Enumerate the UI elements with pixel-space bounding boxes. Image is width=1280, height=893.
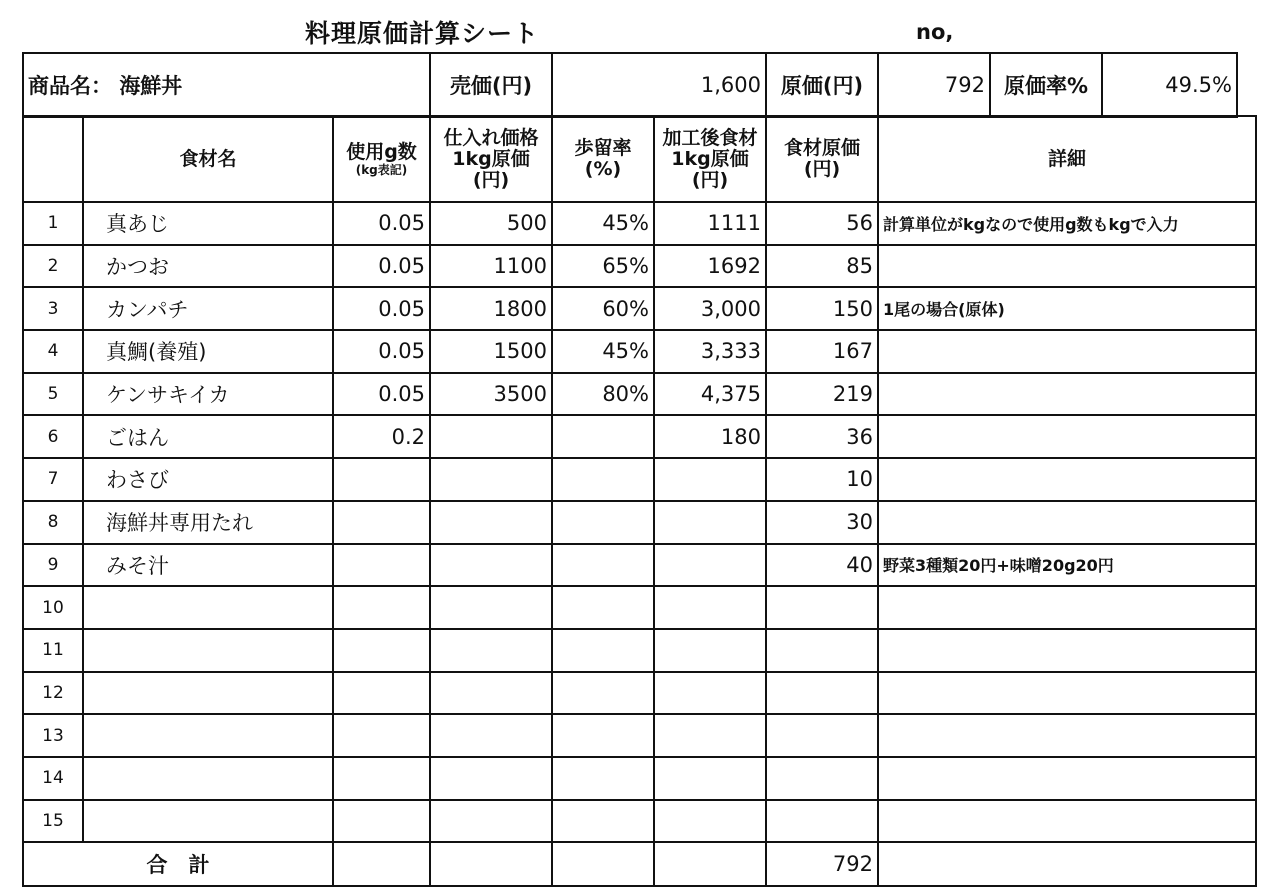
- detail-cell[interactable]: [878, 415, 1256, 458]
- ingredient-name-cell[interactable]: 真鯛(養殖): [83, 330, 333, 373]
- ingredient-cost-cell[interactable]: 56: [766, 202, 878, 245]
- row-number: 11: [23, 629, 83, 672]
- ingredient-name-cell[interactable]: [83, 800, 333, 843]
- ingredient-cost-cell[interactable]: 30: [766, 501, 878, 544]
- sheet-title: 料理原価計算シート: [305, 19, 540, 48]
- detail-cell[interactable]: [878, 714, 1256, 757]
- table-row: [23, 458, 1256, 501]
- table-row: [23, 373, 1256, 416]
- yield-cell[interactable]: [552, 458, 654, 501]
- purchase-price-cell[interactable]: [430, 757, 552, 800]
- cost-rate-value[interactable]: 49.5%: [1102, 53, 1237, 117]
- usage-cell[interactable]: 0.2: [333, 415, 430, 458]
- yield-cell[interactable]: 45%: [552, 330, 654, 373]
- purchase-price-cell[interactable]: 1500: [430, 330, 552, 373]
- yield-cell[interactable]: [552, 714, 654, 757]
- row-number: 2: [23, 245, 83, 288]
- ingredient-name-cell[interactable]: ごはん: [83, 415, 333, 458]
- purchase-price-cell[interactable]: [430, 714, 552, 757]
- header-usage: 使用g数 (kg表記): [333, 116, 430, 202]
- ingredient-name-cell[interactable]: [83, 672, 333, 715]
- purchase-price-cell[interactable]: [430, 501, 552, 544]
- ingredient-cost-cell[interactable]: [766, 672, 878, 715]
- table-row: [23, 544, 1256, 587]
- processed-price-cell[interactable]: [654, 757, 766, 800]
- yield-cell[interactable]: [552, 501, 654, 544]
- usage-cell[interactable]: [333, 501, 430, 544]
- header-row: [23, 116, 1256, 202]
- processed-price-cell[interactable]: [654, 586, 766, 629]
- row-number: 10: [23, 586, 83, 629]
- header-ingredient-cost: 食材原価(円): [766, 116, 878, 202]
- yield-cell[interactable]: [552, 757, 654, 800]
- purchase-price-cell[interactable]: 500: [430, 202, 552, 245]
- processed-price-cell[interactable]: 180: [654, 415, 766, 458]
- processed-price-cell[interactable]: [654, 672, 766, 715]
- ingredient-cost-cell[interactable]: [766, 629, 878, 672]
- total-yield: [552, 842, 654, 886]
- detail-cell[interactable]: [878, 586, 1256, 629]
- header-no: [23, 116, 83, 202]
- total-detail: [878, 842, 1256, 886]
- total-processed: [654, 842, 766, 886]
- processed-price-cell[interactable]: 1111: [654, 202, 766, 245]
- processed-price-cell[interactable]: 1692: [654, 245, 766, 288]
- ingredient-name-cell[interactable]: [83, 629, 333, 672]
- usage-cell[interactable]: [333, 586, 430, 629]
- row-number: 12: [23, 672, 83, 715]
- ingredient-cost-cell[interactable]: 167: [766, 330, 878, 373]
- row-number: 4: [23, 330, 83, 373]
- row-number: 5: [23, 373, 83, 416]
- ingredient-name-cell[interactable]: [83, 586, 333, 629]
- yield-cell[interactable]: [552, 415, 654, 458]
- usage-cell[interactable]: [333, 458, 430, 501]
- usage-cell[interactable]: [333, 714, 430, 757]
- processed-price-cell[interactable]: [654, 629, 766, 672]
- detail-cell[interactable]: 計算単位がkgなので使用g数もkgで入力: [878, 202, 1256, 245]
- purchase-price-cell[interactable]: [430, 544, 552, 587]
- yield-cell[interactable]: 80%: [552, 373, 654, 416]
- processed-price-cell[interactable]: [654, 800, 766, 843]
- ingredient-cost-cell[interactable]: [766, 800, 878, 843]
- processed-price-cell[interactable]: [654, 544, 766, 587]
- yield-cell[interactable]: [552, 629, 654, 672]
- cost-label: 原価(円): [766, 53, 878, 117]
- row-number: 1: [23, 202, 83, 245]
- row-number: 7: [23, 458, 83, 501]
- processed-price-cell[interactable]: [654, 501, 766, 544]
- total-label: 合 計: [23, 842, 333, 886]
- usage-cell[interactable]: 0.05: [333, 373, 430, 416]
- row-number: 3: [23, 287, 83, 330]
- total-purchase: [430, 842, 552, 886]
- ingredient-cost-cell[interactable]: 219: [766, 373, 878, 416]
- yield-cell[interactable]: [552, 544, 654, 587]
- processed-price-cell[interactable]: [654, 714, 766, 757]
- table-row: [23, 757, 1256, 800]
- header-purchase: 仕入れ価格1kg原価(円): [430, 116, 552, 202]
- ingredient-cost-cell[interactable]: 150: [766, 287, 878, 330]
- price-label: 売価(円): [430, 53, 552, 117]
- table-row: [23, 501, 1256, 544]
- cost-rate-label: 原価率%: [990, 53, 1102, 117]
- ingredient-name-cell[interactable]: わさび: [83, 458, 333, 501]
- table-row: [23, 287, 1256, 330]
- yield-cell[interactable]: 45%: [552, 202, 654, 245]
- header-yield: 歩留率(%): [552, 116, 654, 202]
- usage-cell[interactable]: 0.05: [333, 245, 430, 288]
- ingredient-name-cell[interactable]: カンパチ: [83, 287, 333, 330]
- processed-price-cell[interactable]: 4,375: [654, 373, 766, 416]
- purchase-price-cell[interactable]: [430, 672, 552, 715]
- detail-cell[interactable]: 1尾の場合(原体): [878, 287, 1256, 330]
- purchase-price-cell[interactable]: 1800: [430, 287, 552, 330]
- ingredient-cost-cell[interactable]: [766, 586, 878, 629]
- price-value[interactable]: 1,600: [552, 53, 766, 117]
- ingredient-name-cell[interactable]: かつお: [83, 245, 333, 288]
- table-row: [23, 245, 1256, 288]
- product-name: 海鮮丼: [119, 74, 183, 98]
- usage-cell[interactable]: 0.05: [333, 330, 430, 373]
- ingredient-name-cell[interactable]: ケンサキイカ: [83, 373, 333, 416]
- ingredient-cost-cell[interactable]: 40: [766, 544, 878, 587]
- ingredient-cost-cell[interactable]: 36: [766, 415, 878, 458]
- yield-cell[interactable]: [552, 800, 654, 843]
- yield-cell[interactable]: [552, 672, 654, 715]
- header-detail: 詳細: [878, 116, 1256, 202]
- usage-cell[interactable]: 0.05: [333, 202, 430, 245]
- detail-cell[interactable]: [878, 672, 1256, 715]
- table-row: [23, 672, 1256, 715]
- usage-cell[interactable]: 0.05: [333, 287, 430, 330]
- purchase-price-cell[interactable]: 3500: [430, 373, 552, 416]
- table-row: [23, 330, 1256, 373]
- product-name-cell[interactable]: [23, 53, 430, 117]
- purchase-price-cell[interactable]: [430, 586, 552, 629]
- purchase-price-cell[interactable]: [430, 415, 552, 458]
- sheet-number-label: no,: [916, 20, 954, 44]
- processed-price-cell[interactable]: 3,333: [654, 330, 766, 373]
- processed-price-cell[interactable]: [654, 458, 766, 501]
- usage-cell[interactable]: [333, 544, 430, 587]
- header-ingredient: 食材名: [83, 116, 333, 202]
- cost-value[interactable]: 792: [878, 53, 990, 117]
- detail-cell[interactable]: [878, 501, 1256, 544]
- detail-cell[interactable]: [878, 245, 1256, 288]
- product-label: 商品名：: [28, 74, 112, 98]
- usage-cell[interactable]: [333, 672, 430, 715]
- ingredient-table: [22, 115, 1257, 887]
- detail-cell[interactable]: [878, 458, 1256, 501]
- usage-cell[interactable]: [333, 629, 430, 672]
- ingredient-cost-cell[interactable]: [766, 757, 878, 800]
- yield-cell[interactable]: [552, 586, 654, 629]
- table-row: [23, 800, 1256, 843]
- total-cost: 792: [766, 842, 878, 886]
- processed-price-cell[interactable]: 3,000: [654, 287, 766, 330]
- detail-cell[interactable]: 野菜3種類20円+味噌20g20円: [878, 544, 1256, 587]
- row-number: 15: [23, 800, 83, 843]
- ingredient-cost-cell[interactable]: 10: [766, 458, 878, 501]
- row-number: 8: [23, 501, 83, 544]
- detail-cell[interactable]: [878, 373, 1256, 416]
- total-row: [23, 842, 1256, 886]
- usage-cell[interactable]: [333, 800, 430, 843]
- table-row: [23, 415, 1256, 458]
- table-row: [23, 714, 1256, 757]
- total-usage: [333, 842, 430, 886]
- yield-cell[interactable]: 60%: [552, 287, 654, 330]
- row-number: 13: [23, 714, 83, 757]
- purchase-price-cell[interactable]: [430, 458, 552, 501]
- row-number: 9: [23, 544, 83, 587]
- purchase-price-cell[interactable]: 1100: [430, 245, 552, 288]
- purchase-price-cell[interactable]: [430, 800, 552, 843]
- table-row: [23, 202, 1256, 245]
- ingredient-cost-cell[interactable]: 85: [766, 245, 878, 288]
- summary-table: [22, 52, 1238, 118]
- purchase-price-cell[interactable]: [430, 629, 552, 672]
- header-processed: 加工後食材1kg原価(円): [654, 116, 766, 202]
- ingredient-cost-cell[interactable]: [766, 714, 878, 757]
- detail-cell[interactable]: [878, 629, 1256, 672]
- yield-cell[interactable]: 65%: [552, 245, 654, 288]
- detail-cell[interactable]: [878, 800, 1256, 843]
- detail-cell[interactable]: [878, 757, 1256, 800]
- table-row: [23, 629, 1256, 672]
- ingredient-name-cell[interactable]: 真あじ: [83, 202, 333, 245]
- table-row: [23, 586, 1256, 629]
- row-number: 14: [23, 757, 83, 800]
- ingredient-name-cell[interactable]: [83, 757, 333, 800]
- row-number: 6: [23, 415, 83, 458]
- ingredient-name-cell[interactable]: みそ汁: [83, 544, 333, 587]
- ingredient-name-cell[interactable]: 海鮮丼専用たれ: [83, 501, 333, 544]
- detail-cell[interactable]: [878, 330, 1256, 373]
- usage-cell[interactable]: [333, 757, 430, 800]
- ingredient-name-cell[interactable]: [83, 714, 333, 757]
